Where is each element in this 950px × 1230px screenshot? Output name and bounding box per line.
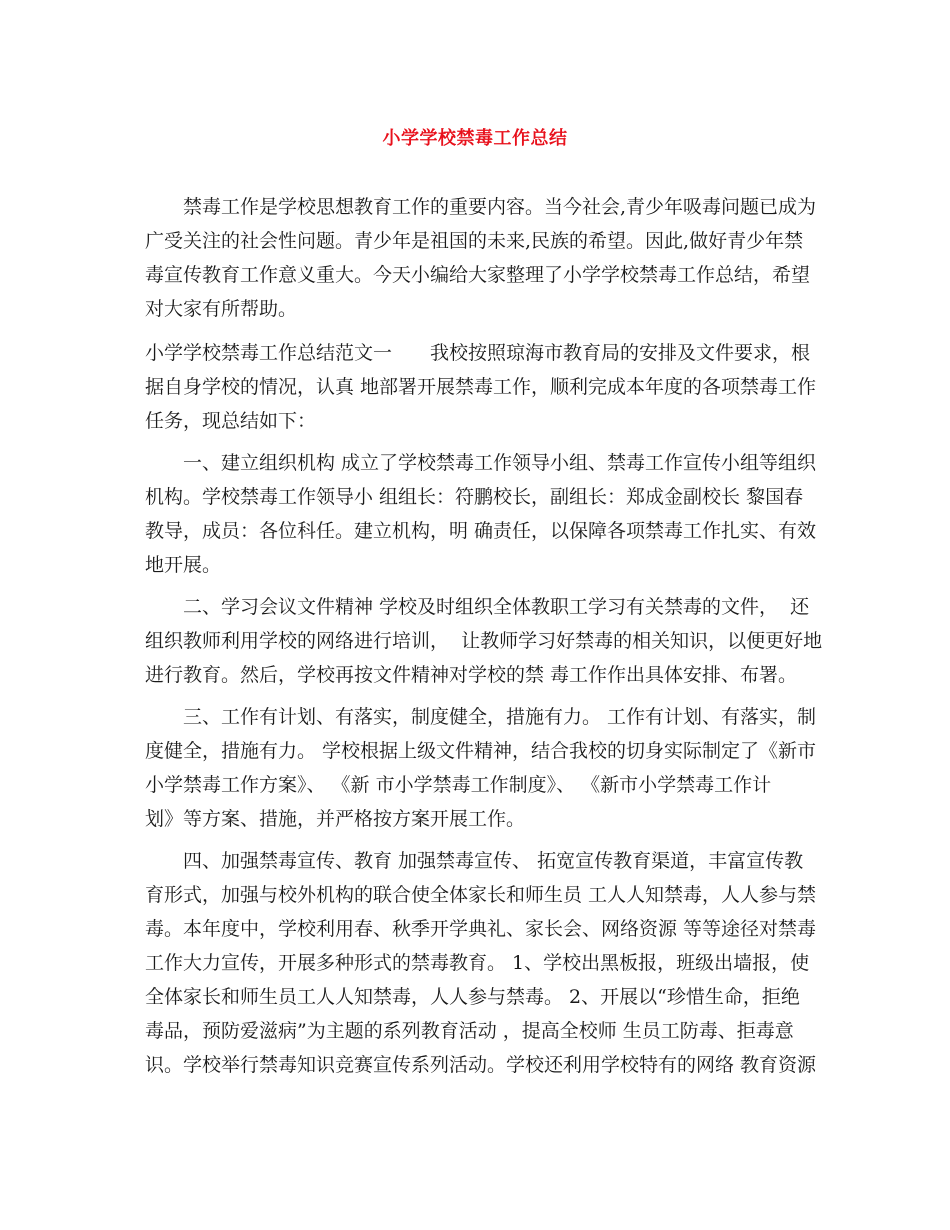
text-line: 组织教师利用学校的网络进行培训， 让教师学习好禁毒的相关知识，以便更好地 — [145, 630, 823, 652]
text-line: 进行教育。然后，学校再按文件精神对学校的禁 毒工作作出具体安排、布署。 — [145, 664, 798, 686]
text-line: 划》等方案、措施，并严格按方案开展工作。 — [145, 808, 526, 830]
document-title: 小学学校禁毒工作总结 — [382, 128, 568, 149]
text-line: 机构。学校禁毒工作领导小 组组长：符鹏校长，副组长：郑成金副校长 黎国春 — [145, 486, 804, 508]
text-line: 地开展。 — [145, 554, 222, 576]
text-line: 教导，成员：各位科任。建立机构，明 确责任，以保障各项禁毒工作扎实、有效 — [145, 520, 817, 542]
text-line: 禁毒工作是学校思想教育工作的重要内容。当今社会,青少年吸毒问题已成为 — [145, 196, 817, 218]
text-line: 毒宣传教育工作意义重大。今天小编给大家整理了小学学校禁毒工作总结，希望 — [145, 264, 811, 286]
text-line: 据自身学校的情况，认真 地部署开展禁毒工作，顺利完成本年度的各项禁毒工作 — [145, 376, 817, 398]
text-line: 二、学习会议文件精神 学校及时组织全体教职工学习有关禁毒的文件， 还 — [145, 596, 810, 618]
text-line: 工作大力宣传，开展多种形式的禁毒教育。 1、学校出黑板报，班级出墙报，使 — [145, 952, 810, 974]
text-line: 育形式，加强与校外机构的联合使全体家长和师生员 工人人知禁毒，人人参与禁 — [145, 884, 817, 906]
text-line: 三、工作有计划、有落实，制度健全，措施有力。 工作有计划、有落实，制 — [145, 706, 817, 728]
text-line: 识。学校举行禁毒知识竞赛宣传系列活动。学校还利用学校特有的网络 教育资源 — [145, 1054, 817, 1076]
text-line: 对大家有所帮助。 — [145, 298, 298, 320]
text-line: 一、建立组织机构 成立了学校禁毒工作领导小组、禁毒工作宣传小组等组织 — [145, 452, 817, 474]
text-line: 毒品，预防爱滋病”为主题的系列教育活动 ，提高全校师 生员工防毒、拒毒意 — [145, 1020, 794, 1042]
text-line: 全体家长和师生员工人人知禁毒，人人参与禁毒。 2、开展以“珍惜生命，拒绝 — [145, 986, 800, 1008]
text-line: 小学学校禁毒工作总结范文一 我校按照琼海市教育局的安排及文件要求，根 — [145, 342, 811, 364]
text-line: 度健全，措施有力。 学校根据上级文件精神，结合我校的切身实际制定了《新市 — [145, 740, 817, 762]
text-line: 毒。本年度中，学校利用春、秋季开学典礼、家长会、网络资源 等等途径对禁毒 — [145, 918, 817, 940]
text-line: 广受关注的社会性问题。青少年是祖国的未来,民族的希望。因此,做好青少年禁 — [145, 230, 804, 252]
text-line: 小学禁毒工作方案》、 《新 市小学禁毒工作制度》、 《新市小学禁毒工作计 — [145, 774, 772, 796]
text-line: 任务，现总结如下： — [145, 410, 317, 432]
text-line: 四、加强禁毒宣传、教育 加强禁毒宣传、 拓宽宣传教育渠道，丰富宣传教 — [145, 850, 804, 872]
